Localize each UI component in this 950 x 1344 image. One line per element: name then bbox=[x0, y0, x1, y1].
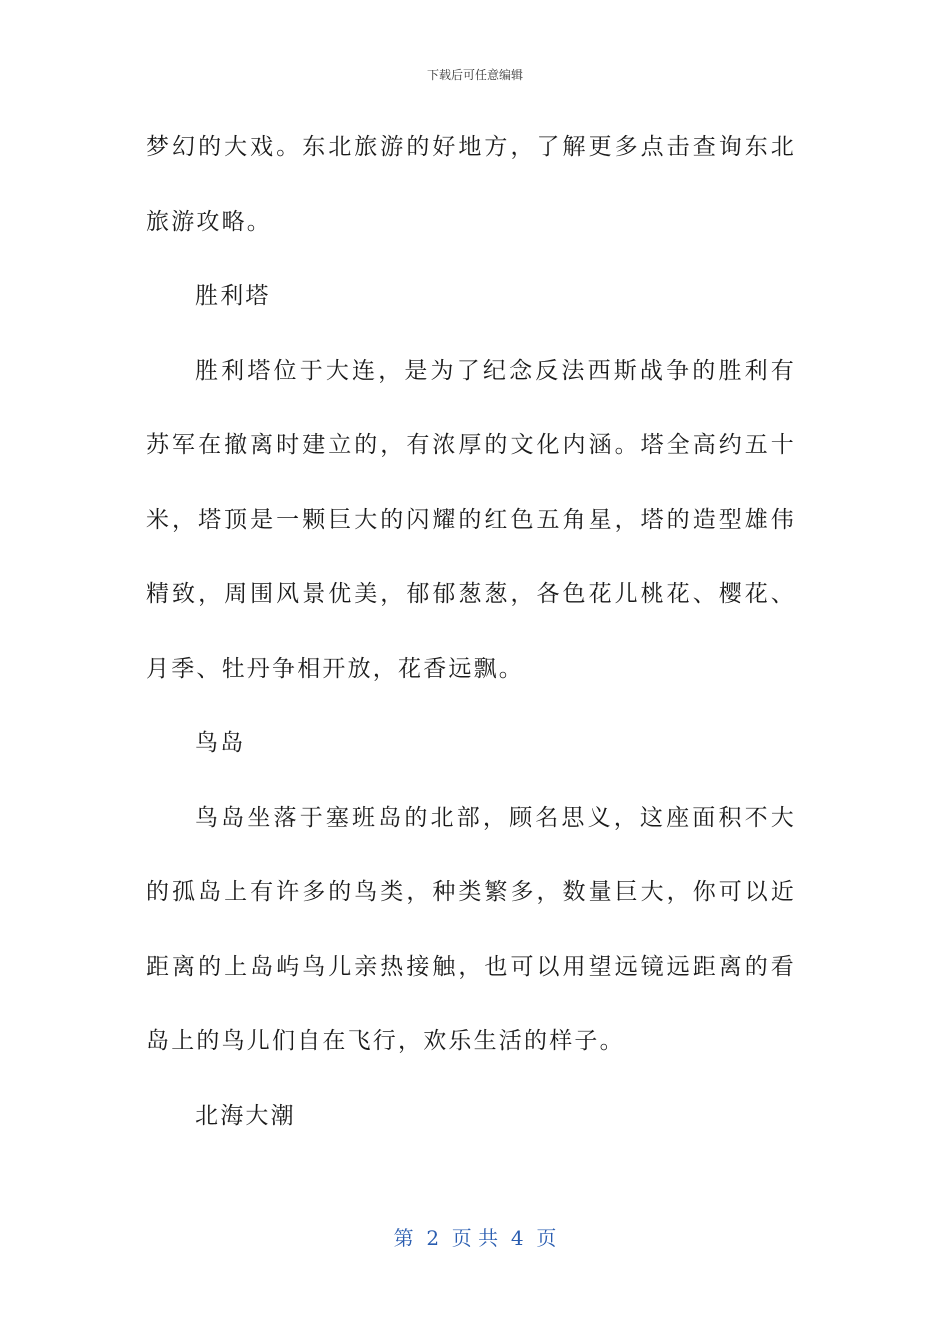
page-number-footer: 第 2 页 共 4 页 bbox=[393, 1226, 557, 1250]
paragraph-intro-continuation: 梦幻的大戏。东北旅游的好地方，了解更多点击查询东北旅游攻略。 bbox=[146, 134, 796, 235]
page-header-note: 下载后可任意编辑 bbox=[426, 68, 523, 82]
paragraph-victory-tower: 胜利塔位于大连，是为了纪念反法西斯战争的胜利有苏军在撤离时建立的，有浓厚的文化内涵。塔全高约五十米，塔顶是一颗巨大的闪耀的红色五角星，塔的造型雄伟精致，周围风景优美，郁郁葱葱，各色花儿桃花、樱花、月季、牡丹争相开放，花香远飘。 bbox=[146, 357, 796, 682]
section-heading-beihai-tide: 北海大潮 bbox=[195, 1102, 296, 1129]
document-body bbox=[146, 110, 796, 1153]
section-heading-victory-tower: 胜利塔 bbox=[195, 283, 271, 309]
paragraph-bird-island: 鸟岛坐落于塞班岛的北部，顾名思义，这座面积不大的孤岛上有许多的鸟类，种类繁多，数量巨大，你可以近距离的上岛屿鸟儿亲热接触，也可以用望远镜远距离的看岛上的鸟儿们自在飞行，欢乐生活的样子。 bbox=[146, 804, 796, 1054]
section-heading-bird-island: 鸟岛 bbox=[195, 730, 246, 756]
